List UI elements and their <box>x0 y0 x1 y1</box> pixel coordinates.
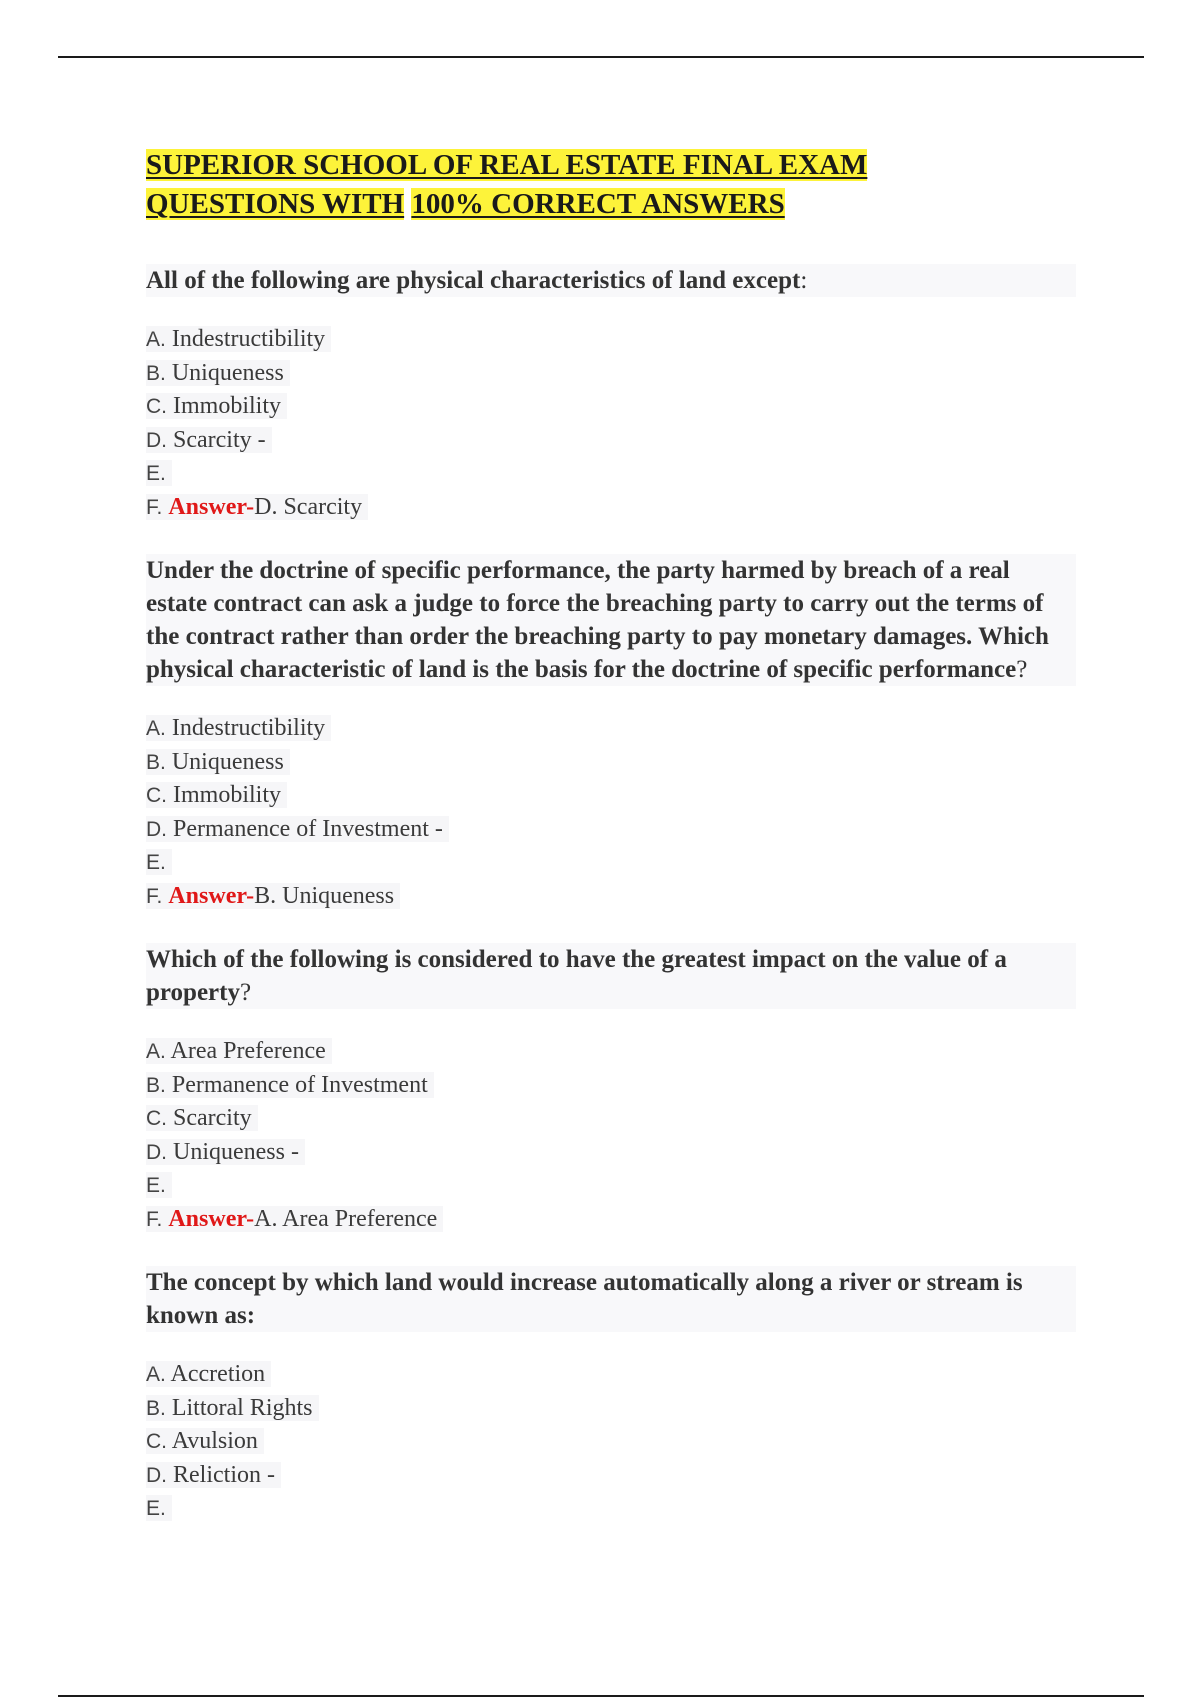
option-text <box>146 1495 172 1521</box>
option-item <box>146 712 1076 746</box>
question-punctuation: ? <box>1016 656 1028 683</box>
answer-label: Answer- <box>168 1205 255 1232</box>
option-item <box>146 1358 1076 1392</box>
option-label: Scarcity - <box>173 426 266 453</box>
answer-item <box>146 880 1076 914</box>
bottom-rule <box>58 1695 1144 1697</box>
option-text <box>146 749 290 775</box>
option-letter: C. <box>146 395 167 418</box>
document-title <box>146 146 1076 224</box>
option-letter: C. <box>146 784 167 807</box>
option-text <box>146 1172 172 1198</box>
option-label: Accretion <box>170 1361 266 1387</box>
option-item <box>146 813 1076 847</box>
option-label: Area Preference <box>170 1038 326 1064</box>
option-item <box>146 1102 1076 1136</box>
option-text <box>146 1428 264 1454</box>
top-rule <box>58 56 1144 58</box>
option-letter: D. <box>146 1140 167 1164</box>
option-list <box>146 1035 1076 1236</box>
answer-letter: F. <box>146 884 163 908</box>
option-item <box>146 457 1076 491</box>
option-text <box>146 715 331 741</box>
option-text <box>146 1361 271 1387</box>
title-line-1: SUPERIOR SCHOOL OF REAL ESTATE FINAL EXAM <box>146 149 868 181</box>
question-block <box>146 1266 1076 1526</box>
title-line-2b: 100% CORRECT ANSWERS <box>411 188 785 220</box>
question-text <box>146 1266 1076 1332</box>
option-letter: A. <box>146 717 166 740</box>
option-item <box>146 1035 1076 1069</box>
option-letter: E. <box>146 1174 166 1197</box>
option-text <box>146 1462 281 1488</box>
option-item <box>146 779 1076 813</box>
option-label: Uniqueness <box>171 359 284 386</box>
question-punctuation: : <box>800 267 808 294</box>
option-label: Permanence of Investment - <box>173 815 443 842</box>
option-letter: B. <box>146 361 166 385</box>
option-text <box>146 1139 305 1165</box>
option-letter: E. <box>146 851 166 874</box>
option-letter: D. <box>146 428 167 452</box>
answer-value: A. Area Preference <box>254 1205 438 1232</box>
option-letter: A. <box>146 1040 166 1063</box>
question-punctuation: ? <box>239 979 252 1006</box>
answer-letter: F. <box>146 495 163 519</box>
option-label: Scarcity <box>173 1105 252 1131</box>
option-item <box>146 424 1076 458</box>
question-stem: Under the doctrine of specific performance, the party harmed by breach of a real estate contract can ask a judge to force the breaching party to carry out the terms of the contract rather than order the breaching party to pay monetary damages. Which physical characteristic of land is the basis for the doctrine of specific performance <box>146 557 1049 683</box>
answer-text <box>146 494 368 520</box>
option-label: Littoral Rights <box>171 1394 313 1421</box>
option-letter: B. <box>146 750 166 774</box>
option-label: Uniqueness - <box>173 1138 299 1165</box>
option-text <box>146 460 172 486</box>
option-text <box>146 1038 332 1064</box>
option-text <box>146 1105 258 1131</box>
option-item <box>146 846 1076 880</box>
option-label: Immobility <box>173 393 281 419</box>
option-item <box>146 1492 1076 1526</box>
answer-label: Answer- <box>168 493 255 520</box>
option-label: Avulsion <box>171 1428 258 1454</box>
option-letter: D. <box>146 1463 167 1487</box>
option-letter: E. <box>146 1497 166 1520</box>
document-page <box>146 146 1076 1556</box>
title-line-2a: QUESTIONS WITH <box>146 188 405 220</box>
answer-item <box>146 491 1076 525</box>
question-block <box>146 943 1076 1236</box>
question-list <box>146 264 1076 1526</box>
option-item <box>146 746 1076 780</box>
question-stem: Which of the following is considered to have the greatest impact on the value of a property <box>146 946 1007 1006</box>
option-text <box>146 427 272 453</box>
option-letter: A. <box>146 328 166 351</box>
answer-value: D. Scarcity <box>254 493 363 520</box>
answer-text <box>146 1206 443 1232</box>
option-text <box>146 1395 319 1421</box>
question-text <box>146 943 1076 1009</box>
option-label: Uniqueness <box>171 748 284 775</box>
option-item <box>146 1459 1076 1493</box>
option-text <box>146 393 287 419</box>
option-letter: C. <box>146 1107 167 1130</box>
option-item <box>146 1069 1076 1103</box>
option-letter: A. <box>146 1363 166 1386</box>
option-item <box>146 390 1076 424</box>
answer-item <box>146 1203 1076 1237</box>
option-label: Permanence of Investment <box>171 1071 428 1098</box>
option-letter: C. <box>146 1430 167 1453</box>
answer-text <box>146 883 400 909</box>
option-item <box>146 1392 1076 1426</box>
option-letter: E. <box>146 462 166 485</box>
option-item <box>146 357 1076 391</box>
option-label: Immobility <box>173 782 281 808</box>
option-letter: B. <box>146 1396 166 1420</box>
question-block <box>146 264 1076 524</box>
option-label: Reliction - <box>173 1461 275 1488</box>
option-label: Indestructibility <box>171 715 326 741</box>
option-letter: B. <box>146 1073 166 1097</box>
option-text <box>146 360 290 386</box>
option-text <box>146 816 449 842</box>
question-stem: The concept by which land would increase automatically along a river or stream is known as: <box>146 1269 1023 1329</box>
answer-letter: F. <box>146 1207 163 1231</box>
question-stem: All of the following are physical characteristics of land except <box>146 267 801 294</box>
answer-label: Answer- <box>168 882 255 909</box>
option-item <box>146 323 1076 357</box>
question-text <box>146 554 1076 686</box>
option-item <box>146 1425 1076 1459</box>
option-list <box>146 323 1076 524</box>
answer-value: B. Uniqueness <box>254 882 395 909</box>
option-list <box>146 712 1076 913</box>
option-item <box>146 1136 1076 1170</box>
option-text <box>146 326 331 352</box>
option-text <box>146 849 172 875</box>
question-block <box>146 554 1076 913</box>
option-list <box>146 1358 1076 1526</box>
option-text <box>146 782 287 808</box>
option-letter: D. <box>146 817 167 841</box>
option-label: Indestructibility <box>171 326 326 352</box>
option-item <box>146 1169 1076 1203</box>
question-text <box>146 264 1076 297</box>
option-text <box>146 1072 434 1098</box>
